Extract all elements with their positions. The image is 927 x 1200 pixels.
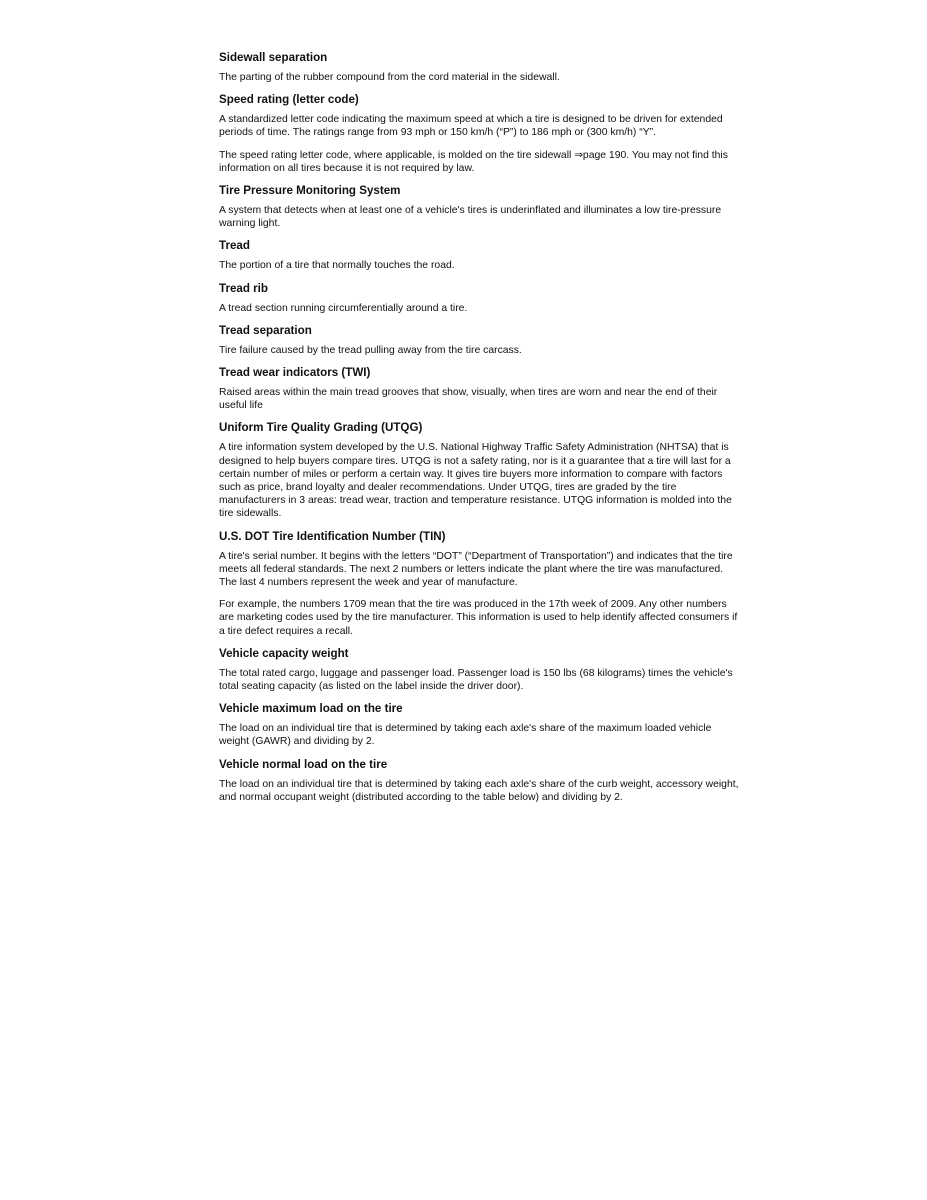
entry-heading: U.S. DOT Tire Identification Number (TIN) xyxy=(219,529,446,543)
entry-paragraph: The load on an individual tire that is determined by taking each axle's share of the curb weight, accessory weight, and normal occupant weight (distributed according to the table below) and dividing by 2. xyxy=(219,778,739,803)
entry-heading: Vehicle maximum load on the tire xyxy=(219,702,403,716)
entry-paragraph: The parting of the rubber compound from the cord material in the sidewall. xyxy=(219,72,560,83)
entry-paragraph: A tire's serial number. It begins with the letters “DOT” (“Department of Transportation”) and indicates that the tire meets all federal standards. The next 2 numbers or letters indicate the plant where the tire was manufactured. The last 4 numbers represent the week and year of manufacture. xyxy=(219,550,733,589)
glossary-entry-tread-rib xyxy=(219,282,739,315)
entry-heading: Vehicle capacity weight xyxy=(219,646,349,660)
entry-heading: Tire Pressure Monitoring System xyxy=(219,184,401,198)
glossary-entry-tpms xyxy=(219,184,739,230)
entry-heading: Speed rating (letter code) xyxy=(219,93,359,107)
entry-paragraph: Tire failure caused by the tread pulling away from the tire carcass. xyxy=(219,344,522,356)
entry-heading: Tread xyxy=(219,239,250,253)
entry-paragraph: For example, the numbers 1709 mean that the tire was produced in the 17th week of 2009. Any other numbers are marketing codes used by the tire manufacturer. This information is used to help identify affected consumers if a tire defect requires a recall. xyxy=(219,599,738,637)
entry-paragraph: The portion of a tire that normally touches the road. xyxy=(219,260,455,272)
entry-paragraph: A system that detects when at least one of a vehicle's tires is underinflated and illuminates a low tire-pressure warning light. xyxy=(219,205,722,230)
entry-paragraph: A tire information system developed by the U.S. National Highway Traffic Safety Administration (NHTSA) that is designed to help buyers compare tires. UTQG is not a safety rating, nor is it a guarantee that a tire will last for a certain number of miles or perform a certain way. It gives tire buyers more information to compare with factors such as price, brand loyalty and dealer recommendations. Under UTQG, tires are graded by the tire manufacturers in 3 areas: tread wear, traction and temperature resistance. UTQG information is molded into the tire sidewalls. xyxy=(219,442,732,520)
entry-heading: Tread wear indicators (TWI) xyxy=(219,366,371,380)
entry-heading: Tread rib xyxy=(219,281,268,295)
entry-heading: Sidewall separation xyxy=(219,51,328,64)
glossary-entry-utqg xyxy=(219,421,739,520)
glossary-entry-vehicle-maximum-load xyxy=(219,702,739,748)
entry-paragraph: The total rated cargo, luggage and passenger load. Passenger load is 150 lbs (68 kilograms) times the vehicle's total seating capacity (as listed on the label inside the driver door). xyxy=(219,667,733,693)
glossary-entry-vehicle-capacity-weight xyxy=(219,647,739,693)
glossary-entry-tin xyxy=(219,530,739,638)
entry-heading: Tread separation xyxy=(219,323,312,337)
entry-paragraph: The speed rating letter code, where applicable, is molded on the tire sidewall ⇒page 190. You may not find this information on all tires because it is not required by law. xyxy=(219,149,728,174)
glossary-entry-twi xyxy=(219,366,739,412)
entry-paragraph: A tread section running circumferentially around a tire. xyxy=(219,302,468,314)
entry-paragraph: The load on an individual tire that is determined by taking each axle's share of the maximum loaded vehicle weight (GAWR) and dividing by 2. xyxy=(219,723,712,748)
entry-paragraph: A standardized letter code indicating the maximum speed at which a tire is designed to be driven for extended periods of time. The ratings range from 93 mph or 150 km/h (“P”) to 186 mph or (300 km/h) “Y”. xyxy=(219,114,723,139)
glossary-entry-speed-rating xyxy=(219,93,739,175)
glossary-entry-sidewall-separation xyxy=(219,51,739,84)
glossary-entry-vehicle-normal-load xyxy=(219,758,739,804)
entry-paragraph: Raised areas within the main tread grooves that show, visually, when tires are worn and near the end of their useful life xyxy=(219,387,718,412)
glossary-page xyxy=(219,51,739,813)
glossary-entry-tread-separation xyxy=(219,324,739,357)
entry-heading: Vehicle normal load on the tire xyxy=(219,757,388,771)
entry-heading: Uniform Tire Quality Grading (UTQG) xyxy=(219,421,423,435)
glossary-entry-tread xyxy=(219,239,739,272)
